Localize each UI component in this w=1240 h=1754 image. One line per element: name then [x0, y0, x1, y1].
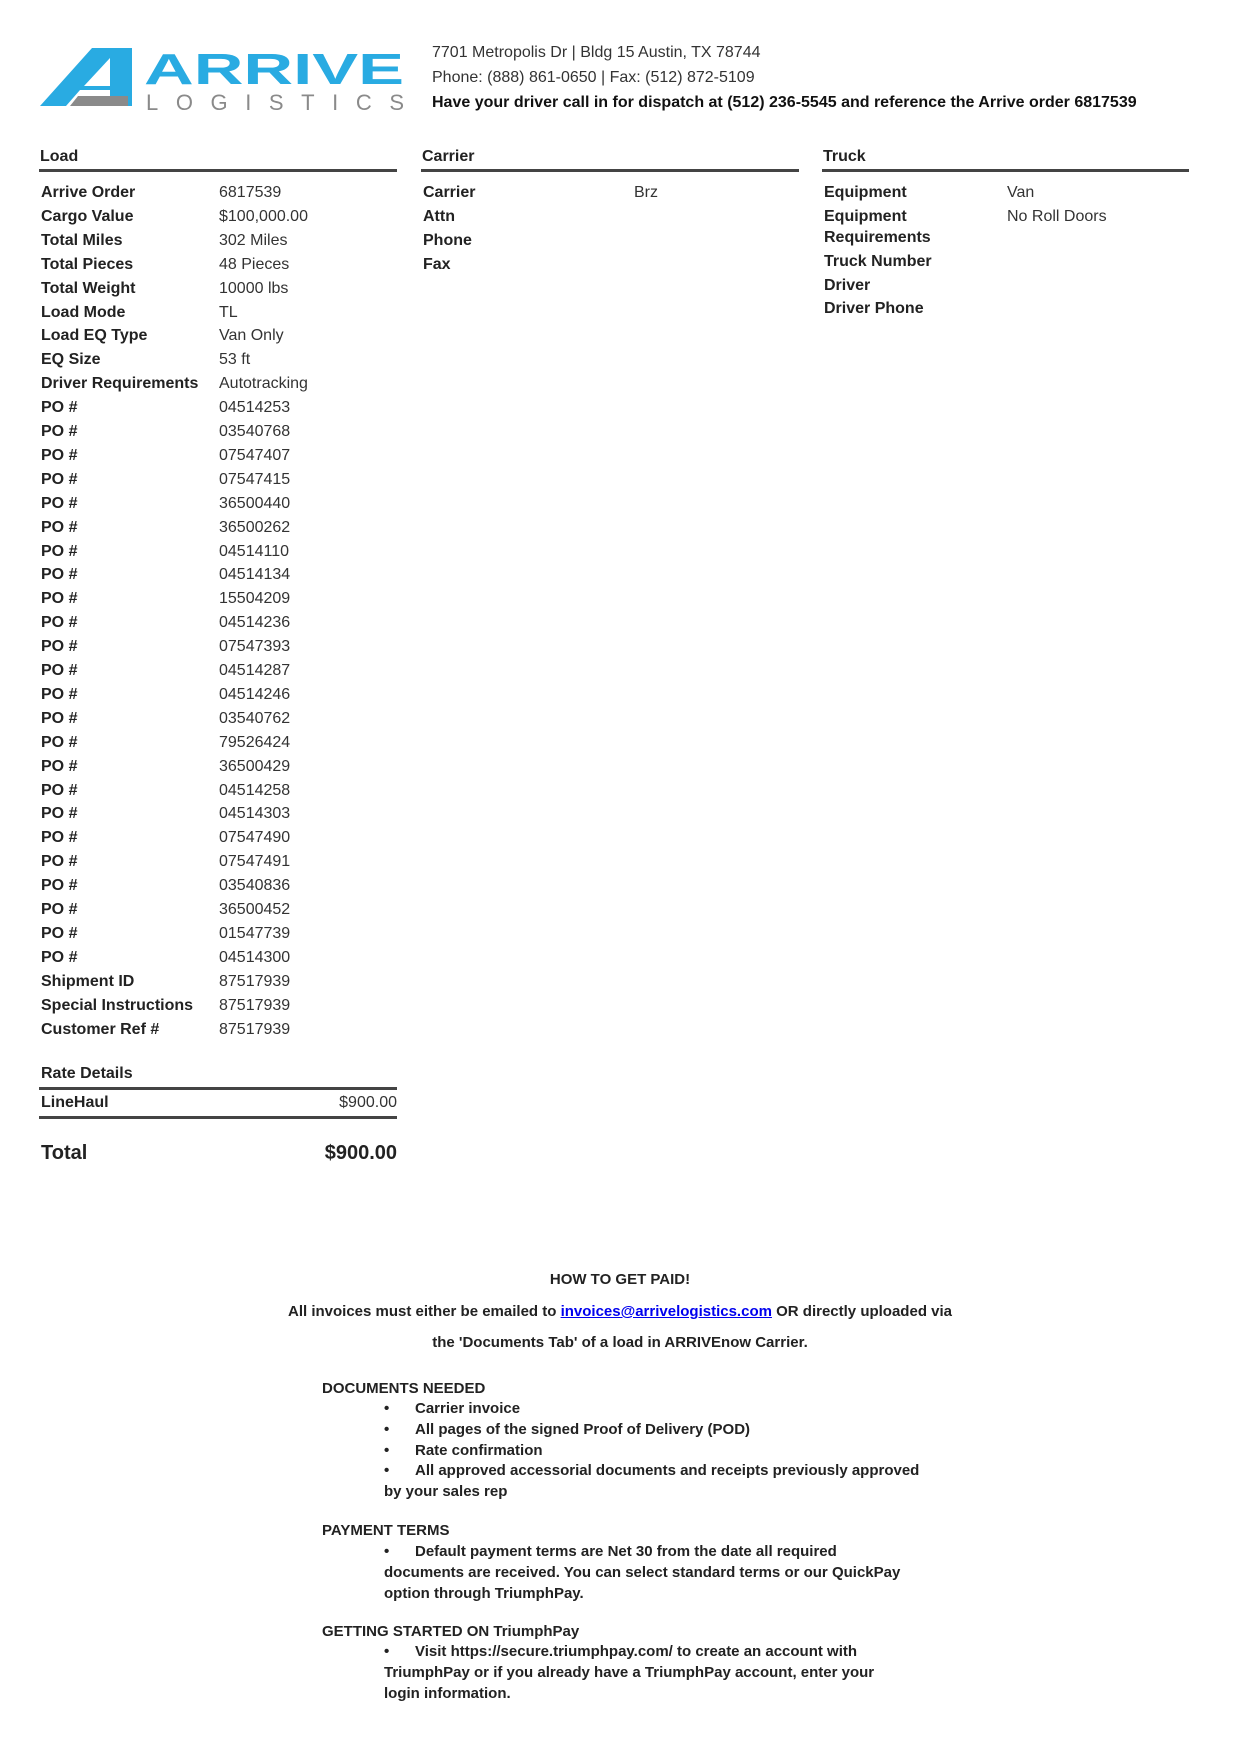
field-value: 04514134: [219, 566, 291, 584]
field-value: 04514246: [219, 685, 291, 703]
field-label: PO #: [41, 590, 78, 608]
linehaul-value: $900.00: [339, 1094, 397, 1111]
field-label: PO #: [41, 733, 78, 751]
field-value: 36500452: [219, 901, 291, 918]
field-label: Total Weight: [41, 279, 136, 297]
company-address-block: [432, 40, 1137, 115]
field-label: PO #: [41, 853, 78, 871]
field-value: 03540836: [219, 877, 291, 895]
arrive-logistics-logo: [40, 46, 410, 112]
field-label: PO #: [41, 709, 78, 727]
carrier-section-title: Carrier: [422, 148, 475, 165]
logo-subtext: LOGISTICS: [146, 90, 404, 112]
doc-item: • All pages of the signed Proof of Delivery (POD): [384, 1421, 751, 1438]
field-label: Truck Number: [824, 253, 932, 270]
field-label: Special Instructions: [41, 996, 194, 1014]
field-label: Load Mode: [41, 303, 126, 321]
field-value: 07547491: [219, 853, 291, 871]
field-value: 79526424: [219, 733, 291, 751]
field-label: PO #: [41, 542, 78, 560]
how-to-get-paid-title: HOW TO GET PAID!: [549, 1271, 691, 1288]
field-label: PO #: [41, 566, 78, 584]
field-value: 15504209: [219, 590, 291, 608]
field-label: Shipment ID: [41, 972, 135, 990]
total-label: Total: [41, 1142, 88, 1164]
invoice-instructions-text-cont: OR directly uploaded via: [771, 1303, 952, 1320]
rate-details-title: Rate Details: [41, 1065, 133, 1082]
field-value: 36500440: [219, 494, 291, 512]
field-value: 10000 lbs: [219, 279, 289, 297]
documents-needed-title: DOCUMENTS NEEDED: [322, 1380, 486, 1397]
payment-terms-title: PAYMENT TERMS: [322, 1522, 450, 1539]
field-label: PO #: [41, 685, 78, 703]
logo-text: ARRIVE: [144, 46, 404, 94]
field-value: 07547490: [219, 829, 291, 847]
field-label: Requirements: [824, 229, 931, 246]
field-value: 87517939: [219, 1020, 291, 1038]
field-label: EQ Size: [41, 351, 101, 369]
field-label: Equipment: [824, 208, 907, 225]
truck-section-title: Truck: [823, 148, 866, 165]
field-value: Autotracking: [219, 375, 308, 393]
field-label: PO #: [41, 494, 78, 512]
field-label: PO #: [41, 518, 78, 536]
field-label: PO #: [41, 877, 78, 895]
field-label: Total Pieces: [41, 255, 134, 273]
field-label: Carrier: [423, 184, 476, 201]
field-label: Driver: [824, 277, 871, 294]
field-label: Driver Requirements: [41, 375, 199, 393]
field-value: 53 ft: [219, 351, 251, 369]
field-value: 07547393: [219, 638, 291, 656]
truck-divider: [822, 169, 1189, 172]
field-label: PO #: [41, 399, 78, 417]
field-label: PO #: [41, 757, 78, 775]
field-value: 87517939: [219, 996, 291, 1014]
rate-bottom-divider: [39, 1116, 397, 1119]
field-value: TL: [219, 303, 238, 321]
field-value: 04514303: [219, 805, 291, 823]
field-label: Arrive Order: [41, 184, 136, 201]
invoice-instructions-text: All invoices must either be emailed to: [287, 1303, 561, 1320]
field-label: Load EQ Type: [41, 327, 148, 345]
load-divider: [39, 169, 397, 172]
payment-terms-line: • Default payment terms are Net 30 from the date all required: [384, 1543, 837, 1560]
doc-item-cont: by your sales rep: [384, 1483, 508, 1500]
total-value: $900.00: [324, 1142, 397, 1164]
field-value: 04514110: [219, 542, 289, 560]
field-value: 87517939: [219, 972, 291, 990]
rate-top-divider: [39, 1087, 397, 1090]
payment-terms-line: documents are received. You can select standard terms or our QuickPay: [384, 1564, 901, 1581]
invoice-instructions-line2: the 'Documents Tab' of a load in ARRIVEnow Carrier.: [432, 1334, 808, 1351]
field-value: 03540768: [219, 423, 291, 440]
getting-started-title: GETTING STARTED ON TriumphPay: [322, 1623, 580, 1640]
field-label: PO #: [41, 638, 78, 656]
field-value: 04514258: [219, 781, 291, 799]
doc-item: • All approved accessorial documents and receipts previously approved: [384, 1462, 920, 1479]
doc-item: • Rate confirmation: [384, 1442, 543, 1459]
field-value: 48 Pieces: [219, 255, 290, 273]
field-value: 07547407: [219, 446, 291, 464]
field-label: PO #: [41, 781, 78, 799]
field-label: Driver Phone: [824, 300, 924, 317]
field-label: PO #: [41, 901, 78, 918]
field-value: 6817539: [219, 184, 282, 201]
field-value: 01547739: [219, 924, 291, 942]
field-label: PO #: [41, 805, 78, 823]
field-value: $100,000.00: [219, 207, 308, 225]
field-value: 36500429: [219, 757, 291, 775]
getting-started-line: TriumphPay or if you already have a TriumphPay account, enter your: [384, 1664, 875, 1681]
company-phone-fax: Phone: (888) 861-0650 | Fax: (512) 872-5109: [432, 69, 755, 86]
field-label: Attn: [423, 207, 455, 225]
field-label: PO #: [41, 470, 78, 488]
field-label: PO #: [41, 948, 78, 966]
field-value: Van: [1007, 184, 1035, 201]
field-value: 07547415: [219, 470, 291, 488]
dispatch-note: Have your driver call in for dispatch at (512) 236-5545 and reference the Arrive order 6817539: [432, 94, 1137, 111]
load-section-title: Load: [40, 148, 79, 165]
doc-item: • Carrier invoice: [384, 1400, 521, 1417]
field-label: Phone: [423, 231, 472, 249]
field-label: PO #: [41, 446, 78, 464]
linehaul-label: LineHaul: [41, 1094, 109, 1111]
field-label: PO #: [41, 423, 78, 440]
field-label: Total Miles: [41, 231, 123, 249]
field-value: 04514287: [219, 662, 291, 679]
getting-started-line: • Visit https://secure.triumphpay.com/ to create an account with: [384, 1643, 858, 1660]
field-label: Cargo Value: [41, 207, 134, 225]
field-value: 04514253: [219, 399, 291, 417]
payment-terms-line: option through TriumphPay.: [384, 1585, 584, 1602]
field-value: 04514300: [219, 948, 291, 966]
carrier-divider: [421, 169, 799, 172]
field-value: 36500262: [219, 518, 291, 536]
invoice-instructions-line1: [0, 1303, 1240, 1320]
field-label: PO #: [41, 614, 78, 632]
getting-started-line: login information.: [384, 1685, 511, 1702]
invoice-email-link[interactable]: invoices@arrivelogistics.com: [560, 1303, 772, 1320]
field-label: PO #: [41, 662, 78, 679]
field-value: 04514236: [219, 614, 291, 632]
field-value: No Roll Doors: [1007, 208, 1107, 225]
field-label: PO #: [41, 829, 78, 847]
company-address: 7701 Metropolis Dr | Bldg 15 Austin, TX 78744: [432, 44, 761, 61]
field-value: Van Only: [219, 327, 284, 345]
field-label: PO #: [41, 924, 78, 942]
field-label: Equipment: [824, 184, 907, 201]
field-value: 302 Miles: [219, 231, 288, 249]
field-label: Fax: [423, 255, 451, 273]
field-label: Customer Ref #: [41, 1020, 160, 1038]
field-value: Brz: [634, 184, 658, 201]
field-value: 03540762: [219, 709, 291, 727]
